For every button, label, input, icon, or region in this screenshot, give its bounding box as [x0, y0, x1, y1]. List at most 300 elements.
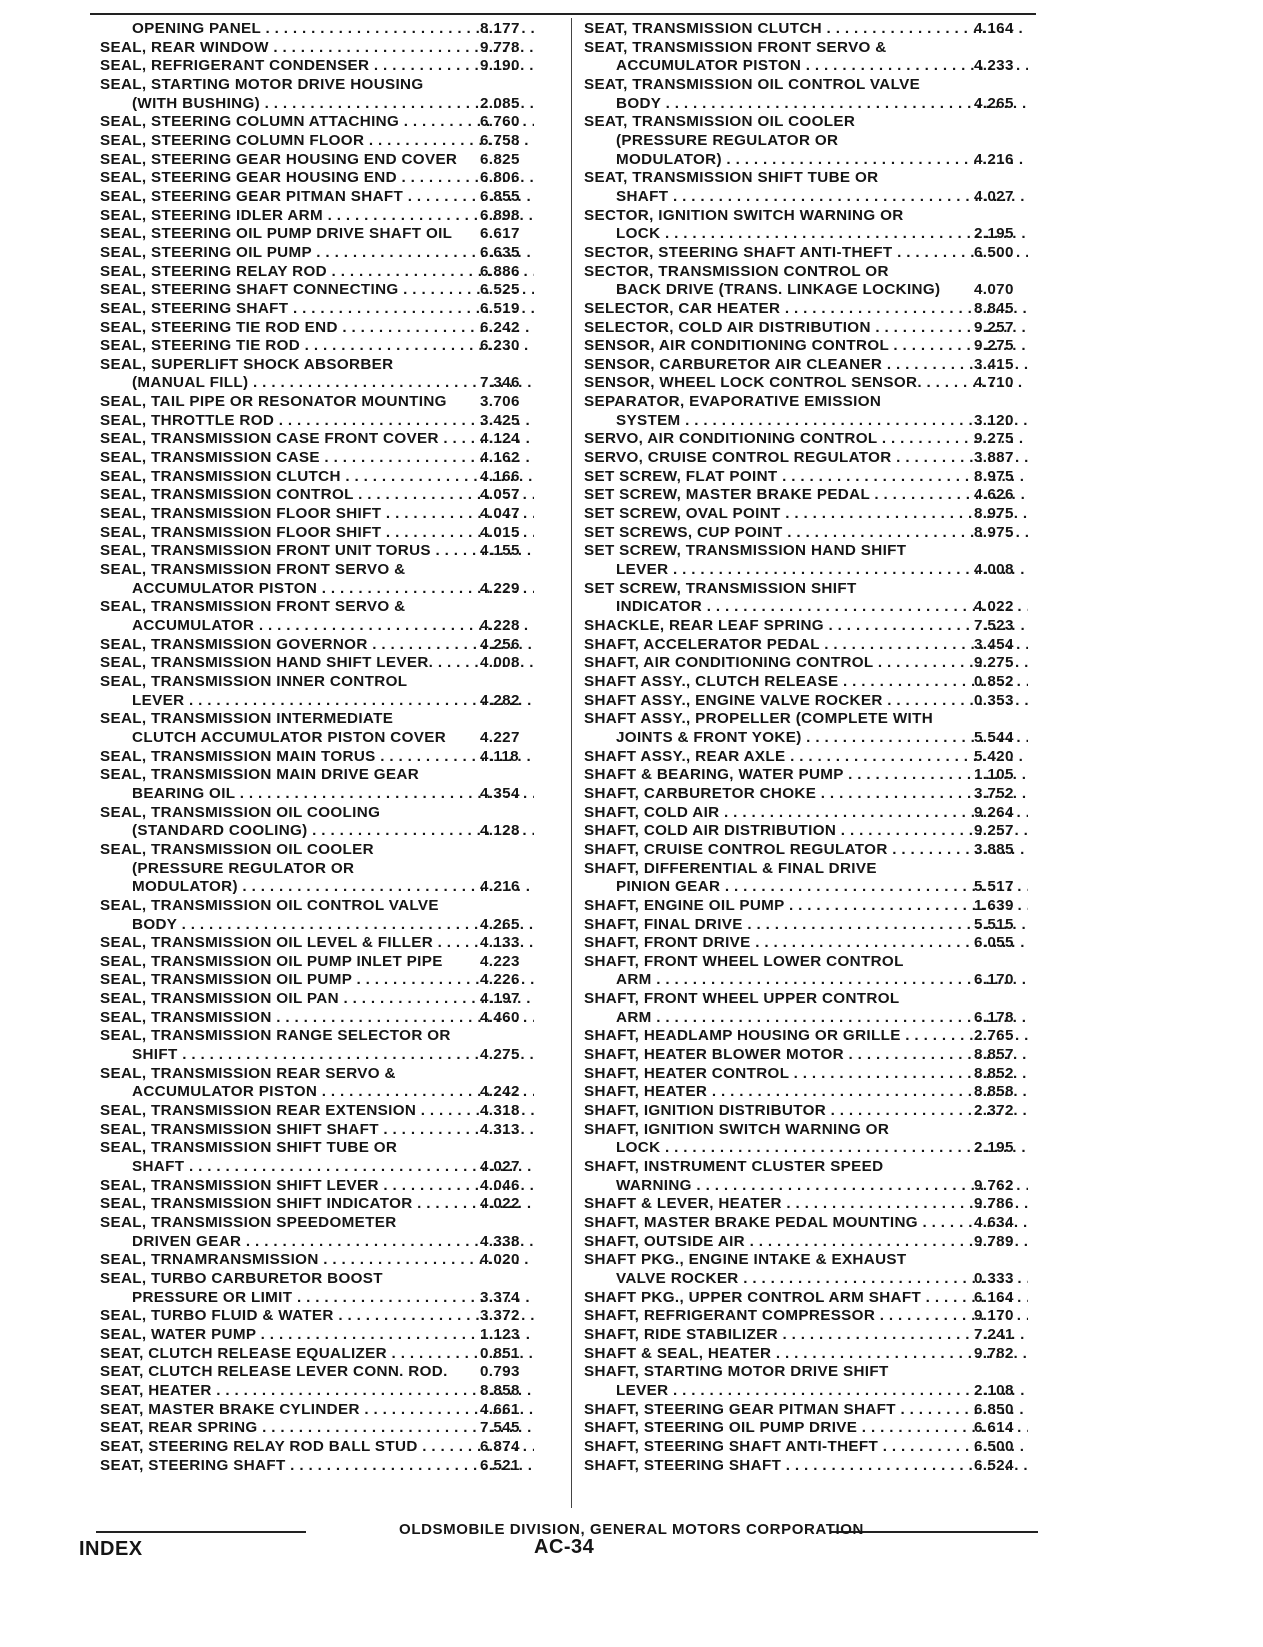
entry-text: SEAL, TRANSMISSION SHIFT SHAFT . . .	[100, 1121, 534, 1140]
index-entry	[584, 39, 1028, 76]
entry-text: SEAL, TRANSMISSION FRONT UNIT TORUS . . .	[100, 542, 534, 561]
index-entry	[584, 1102, 1028, 1121]
index-entry	[100, 561, 534, 598]
index-entry	[100, 1363, 534, 1382]
page-reference: 4.626	[974, 486, 1014, 504]
page-reference: 4.265	[480, 915, 520, 933]
page-reference: 4.661	[480, 1400, 520, 1418]
index-entry	[584, 20, 1028, 39]
index-entry	[100, 151, 534, 170]
index-entry	[584, 692, 1028, 711]
entry-text: SEAT, TRANSMISSION CLUTCH . . .	[584, 20, 1028, 39]
index-entry	[584, 1214, 1028, 1233]
page-reference: 4.020	[480, 1251, 520, 1269]
index-entry	[584, 300, 1028, 319]
index-entry	[584, 1065, 1028, 1084]
page-reference: 7.241	[974, 1325, 1014, 1343]
index-entry	[584, 1083, 1028, 1102]
entry-text: SELECTOR, COLD AIR DISTRIBUTION . . .	[584, 319, 1028, 338]
page-reference: 0.793	[480, 1363, 520, 1381]
entry-text: MODULATOR) . . .	[100, 878, 534, 897]
page-reference: 3.454	[974, 635, 1014, 653]
entry-text: SEAL, STEERING SHAFT CONNECTING . . .	[100, 281, 534, 300]
index-entry	[100, 841, 534, 897]
page-reference: 0.852	[974, 672, 1014, 690]
index-entry	[100, 1345, 534, 1364]
index-entry	[584, 1326, 1028, 1345]
index-entry	[100, 244, 534, 263]
index-entry	[100, 748, 534, 767]
entry-text: SEAL, TRANSMISSION OIL COOLER	[100, 840, 374, 858]
entry-text: SHAFT ASSY., REAR AXLE . . .	[584, 748, 1028, 767]
page-reference: 6.230	[480, 337, 520, 355]
entry-text: SEAT, STEERING SHAFT . . .	[100, 1457, 534, 1476]
index-entry	[100, 1177, 534, 1196]
entry-text: SEAL, STEERING RELAY ROD . . .	[100, 263, 534, 282]
page-reference: 9.782	[974, 1344, 1014, 1362]
index-entry	[100, 319, 534, 338]
entry-text: LOCK . . .	[584, 225, 1028, 244]
entry-text: SEAL, STARTING MOTOR DRIVE HOUSING	[100, 75, 424, 93]
entry-text: SEAL, TURBO CARBURETOR BOOST	[100, 1269, 383, 1287]
index-entry	[584, 76, 1028, 113]
entry-text: SHAFT . . .	[584, 188, 1028, 207]
page-reference: 9.778	[480, 38, 520, 56]
entry-text: VALVE ROCKER . . .	[584, 1270, 1028, 1289]
entry-text: LEVER . . .	[584, 561, 1028, 580]
entry-text: SHAFT & LEVER, HEATER . . .	[584, 1195, 1028, 1214]
entry-text: SHAFT, HEATER . . .	[584, 1083, 1028, 1102]
page-reference: 5.517	[974, 878, 1014, 896]
page-reference: 3.425	[480, 411, 520, 429]
page-reference: 2.085	[480, 94, 520, 112]
index-entry	[100, 1121, 534, 1140]
index-entry	[100, 1307, 534, 1326]
entry-text: SEAL, TRANSMISSION GOVERNOR . . .	[100, 636, 534, 655]
entry-text: SHAFT ASSY., ENGINE VALVE ROCKER . . .	[584, 692, 1028, 711]
page-reference: 6.170	[974, 971, 1014, 989]
page-reference: 0.851	[480, 1344, 520, 1362]
entry-text: JOINTS & FRONT YOKE) . . .	[584, 729, 1028, 748]
entry-text: SEAL, TRANSMISSION INTERMEDIATE	[100, 710, 394, 728]
entry-text: SEAL, TRNAMRANSMISSION . . .	[100, 1251, 534, 1270]
index-column-left	[100, 20, 534, 1475]
entry-text: SEAT, HEATER . . .	[100, 1382, 534, 1401]
entry-text: SEAL, SUPERLIFT SHOCK ABSORBER	[100, 355, 394, 373]
page-reference: 0.353	[974, 691, 1014, 709]
entry-text: SHAFT, ACCELERATOR PEDAL . . .	[584, 636, 1028, 655]
index-entry	[100, 934, 534, 953]
index-entry	[584, 860, 1028, 897]
entry-text: SHAFT PKG., ENGINE INTAKE & EXHAUST	[584, 1251, 907, 1269]
page-reference: 4.460	[480, 1008, 520, 1026]
page-reference: 4.057	[480, 486, 520, 504]
page-reference: 9.789	[974, 1232, 1014, 1250]
index-entry	[584, 766, 1028, 785]
index-entry	[584, 1046, 1028, 1065]
page-reference: 8.857	[974, 1046, 1014, 1064]
page-reference: 6.635	[480, 243, 520, 261]
page-reference: 9.257	[974, 822, 1014, 840]
entry-text: SEAT, CLUTCH RELEASE EQUALIZER . . .	[100, 1345, 534, 1364]
index-entry	[584, 1345, 1028, 1364]
entry-text: BACK DRIVE (TRANS. LINKAGE LOCKING)	[616, 281, 941, 299]
entry-text: SEAL, STEERING OIL PUMP DRIVE SHAFT OIL	[100, 225, 453, 243]
page-reference: 5.515	[974, 915, 1014, 933]
page-reference: 4.318	[480, 1102, 520, 1120]
publisher-footer: OLDSMOBILE DIVISION, GENERAL MOTORS CORPORATION	[399, 1521, 864, 1538]
entry-text: SEAL, TRANSMISSION SPEEDOMETER	[100, 1214, 397, 1231]
page-reference: 4.155	[480, 542, 520, 560]
page-reference: 1.105	[974, 766, 1014, 784]
index-entry	[584, 673, 1028, 692]
entry-text: MODULATOR) . . .	[584, 151, 1028, 170]
index-entry	[100, 393, 534, 412]
entry-text: SHAFT, RIDE STABILIZER . . .	[584, 1326, 1028, 1345]
entry-text: SEAL, TRANSMISSION OIL PUMP INLET PIPE	[100, 952, 443, 970]
entry-text: ARM . . .	[584, 1009, 1028, 1028]
index-entry	[100, 990, 534, 1009]
index-entry	[584, 1195, 1028, 1214]
entry-text: SHAFT, COLD AIR DISTRIBUTION . . .	[584, 822, 1028, 841]
index-entry	[100, 1195, 534, 1214]
entry-text: SENSOR, WHEEL LOCK CONTROL SENSOR. . . .	[584, 374, 1028, 393]
index-entry	[584, 263, 1028, 300]
entry-text: SHAFT & BEARING, WATER PUMP . . .	[584, 766, 1028, 785]
page-reference: 4.046	[480, 1176, 520, 1194]
page-reference: 9.275	[974, 337, 1014, 355]
page-reference: 3.415	[974, 355, 1014, 373]
entry-text: SEAL, TRANSMISSION OIL COOLING	[100, 803, 381, 821]
index-entry	[584, 710, 1028, 747]
entry-text: SENSOR, CARBURETOR AIR CLEANER . . .	[584, 356, 1028, 375]
entry-text: WARNING . . .	[584, 1177, 1028, 1196]
entry-text: SEAT, TRANSMISSION FRONT SERVO &	[584, 38, 887, 56]
entry-text: SHAFT, FINAL DRIVE . . .	[584, 916, 1028, 935]
index-entry	[100, 804, 534, 841]
entry-text: BEARING OIL . . .	[100, 785, 534, 804]
index-entry	[100, 1139, 534, 1176]
index-entry	[100, 673, 534, 710]
index-entry	[584, 524, 1028, 543]
entry-text: OPENING PANEL . . .	[100, 20, 534, 39]
index-entry	[584, 617, 1028, 636]
index-entry	[100, 300, 534, 319]
page-reference: 4.229	[480, 579, 520, 597]
entry-text: SHAFT . . .	[100, 1158, 534, 1177]
index-entry	[100, 766, 534, 803]
entry-text: SEAL, TRANSMISSION . . .	[100, 1009, 534, 1028]
entry-text: SHAFT, ENGINE OIL PUMP . . .	[584, 897, 1028, 916]
page-reference: 8.845	[974, 299, 1014, 317]
entry-text: (PRESSURE REGULATOR OR	[616, 131, 839, 149]
entry-text: (WITH BUSHING) . . .	[100, 95, 534, 114]
entry-text: SEAT, TRANSMISSION OIL CONTROL VALVE	[584, 75, 921, 93]
entry-text: SECTOR, TRANSMISSION CONTROL OR	[584, 262, 889, 280]
entry-text: SEAL, STEERING OIL PUMP . . .	[100, 244, 534, 263]
entry-text: ACCUMULATOR PISTON . . .	[100, 1083, 534, 1102]
entry-text: SEAL, STEERING GEAR PITMAN SHAFT . . .	[100, 188, 534, 207]
page-reference: 6.758	[480, 131, 520, 149]
entry-text: SHAFT, MASTER BRAKE PEDAL MOUNTING . . .	[584, 1214, 1028, 1233]
index-entry	[584, 580, 1028, 617]
page-reference: 6.524	[974, 1456, 1014, 1474]
entry-text: SET SCREW, OVAL POINT . . .	[584, 505, 1028, 524]
page-reference: 9.275	[974, 654, 1014, 672]
page-reference: 0.333	[974, 1269, 1014, 1287]
page-reference: 8.858	[480, 1381, 520, 1399]
page-reference: 4.164	[974, 20, 1014, 37]
index-entry	[100, 971, 534, 990]
page-reference: 6.825	[480, 150, 520, 168]
index-entry	[584, 449, 1028, 468]
entry-text: LEVER . . .	[100, 692, 534, 711]
entry-text: SELECTOR, CAR HEATER . . .	[584, 300, 1028, 319]
entry-text: LEVER . . .	[584, 1382, 1028, 1401]
entry-text: SET SCREW, TRANSMISSION HAND SHIFT	[584, 542, 907, 560]
entry-text: SEAL, TRANSMISSION CLUTCH . . .	[100, 468, 534, 487]
entry-text: SET SCREW, TRANSMISSION SHIFT	[584, 579, 857, 597]
index-entry	[100, 710, 534, 747]
index-entry	[584, 486, 1028, 505]
page-reference: 3.706	[480, 393, 520, 411]
index-entry	[584, 1438, 1028, 1457]
entry-text: SEAL, TRANSMISSION MAIN DRIVE GEAR	[100, 766, 420, 784]
page-reference: 4.216	[974, 150, 1014, 168]
index-entry	[584, 1307, 1028, 1326]
page-reference: 4.242	[480, 1083, 520, 1101]
index-entry	[100, 654, 534, 673]
entry-text: SHAFT ASSY., PROPELLER (COMPLETE WITH	[584, 710, 934, 728]
page-reference: 6.242	[480, 318, 520, 336]
entry-text: SET SCREW, MASTER BRAKE PEDAL . . .	[584, 486, 1028, 505]
page-reference: 6.521	[480, 1456, 520, 1474]
index-entry	[584, 916, 1028, 935]
page-reference: 6.500	[974, 1437, 1014, 1455]
page-reference: 3.372	[480, 1307, 520, 1325]
index-entry	[100, 1438, 534, 1457]
index-entry	[100, 39, 534, 58]
index-entry	[100, 263, 534, 282]
index-entry	[100, 524, 534, 543]
index-entry	[584, 934, 1028, 953]
entry-text: SHAFT, HEATER CONTROL . . .	[584, 1065, 1028, 1084]
page-reference: 4.027	[974, 187, 1014, 205]
index-entry	[584, 468, 1028, 487]
page-reference: 4.275	[480, 1046, 520, 1064]
section-label: INDEX	[79, 1538, 143, 1560]
index-entry	[100, 486, 534, 505]
entry-text: SERVO, AIR CONDITIONING CONTROL . . .	[584, 430, 1028, 449]
index-entry	[584, 804, 1028, 823]
page-reference: 1.639	[974, 896, 1014, 914]
entry-text: ARM . . .	[584, 971, 1028, 990]
page-reference: 8.975	[974, 467, 1014, 485]
entry-text: SEAL, TRANSMISSION CASE FRONT COVER . . .	[100, 430, 534, 449]
page-reference: 4.070	[974, 281, 1014, 299]
page-reference: 8.858	[974, 1083, 1014, 1101]
page-reference: 4.124	[480, 430, 520, 448]
page-reference: 9.264	[974, 803, 1014, 821]
page-reference: 2.765	[974, 1027, 1014, 1045]
entry-text: SENSOR, AIR CONDITIONING CONTROL . . .	[584, 337, 1028, 356]
entry-text: SEAL, REFRIGERANT CONDENSER . . .	[100, 57, 534, 76]
entry-text: SEAL, TRANSMISSION FRONT SERVO &	[100, 561, 406, 579]
index-entry	[100, 113, 534, 132]
entry-text: SEAL, TRANSMISSION OIL PAN . . .	[100, 990, 534, 1009]
entry-text: SET SCREW, FLAT POINT . . .	[584, 468, 1028, 487]
index-entry	[584, 822, 1028, 841]
entry-text: CLUTCH ACCUMULATOR PISTON COVER	[132, 728, 447, 746]
page-reference: 8.975	[974, 505, 1014, 523]
entry-text: SEAL, STEERING COLUMN ATTACHING . . .	[100, 113, 534, 132]
entry-text: SEAT, REAR SPRING . . .	[100, 1419, 534, 1438]
page-reference: 4.216	[480, 878, 520, 896]
entry-text: SEAL, TRANSMISSION FLOOR SHIFT . . .	[100, 524, 534, 543]
page-reference: 4.008	[974, 561, 1014, 579]
entry-text: SEAL, TRANSMISSION RANGE SELECTOR OR	[100, 1027, 451, 1045]
index-entry	[584, 207, 1028, 244]
page-reference: 6.519	[480, 299, 520, 317]
page-reference: 5.544	[974, 728, 1014, 746]
index-entry	[100, 1065, 534, 1102]
index-entry	[100, 449, 534, 468]
entry-text: SET SCREWS, CUP POINT . . .	[584, 524, 1028, 543]
page-reference: 4.197	[480, 990, 520, 1008]
entry-text: SHAFT, HEATER BLOWER MOTOR . . .	[584, 1046, 1028, 1065]
page-reference: 6.855	[480, 187, 520, 205]
entry-text: SHAFT, OUTSIDE AIR . . .	[584, 1233, 1028, 1252]
entry-text: SEAT, MASTER BRAKE CYLINDER . . .	[100, 1401, 534, 1420]
entry-text: SEAT, TRANSMISSION SHIFT TUBE OR	[584, 169, 879, 187]
entry-text: SEAL, TAIL PIPE OR RESONATOR MOUNTING	[100, 393, 447, 411]
index-entry	[584, 337, 1028, 356]
page-reference: 4.047	[480, 505, 520, 523]
index-entry	[584, 169, 1028, 206]
entry-text: INDICATOR . . .	[584, 598, 1028, 617]
entry-text: (STANDARD COOLING) . . .	[100, 822, 534, 841]
entry-text: SEAL, STEERING SHAFT . . .	[100, 300, 534, 319]
index-entry	[584, 244, 1028, 263]
entry-text: SEAL, WATER PUMP . . .	[100, 1326, 534, 1345]
entry-text: SHAFT, STEERING OIL PUMP DRIVE . . .	[584, 1419, 1028, 1438]
index-entry	[100, 430, 534, 449]
page-reference: 4.015	[480, 523, 520, 541]
page-number: AC-34	[534, 1536, 595, 1558]
page-reference: 4.282	[480, 691, 520, 709]
page-reference: 5.420	[974, 747, 1014, 765]
page-reference: 9.786	[974, 1195, 1014, 1213]
page-reference: 4.118	[480, 747, 519, 765]
page-reference: 8.975	[974, 523, 1014, 541]
index-entry	[100, 897, 534, 934]
index-entry	[100, 57, 534, 76]
page-reference: 8.852	[974, 1064, 1014, 1082]
index-entry	[100, 76, 534, 113]
index-entry	[584, 636, 1028, 655]
page-reference: 6.886	[480, 262, 520, 280]
entry-text: SHAFT, FRONT WHEEL UPPER CONTROL	[584, 990, 900, 1008]
index-entry	[100, 1270, 534, 1307]
page-reference: 9.170	[974, 1307, 1014, 1325]
entry-text: SEAL, TRANSMISSION INNER CONTROL	[100, 672, 408, 690]
index-entry	[584, 1401, 1028, 1420]
page-reference: 8.177	[480, 20, 520, 37]
index-entry	[100, 281, 534, 300]
index-entry	[100, 169, 534, 188]
entry-text: SHAFT, FRONT DRIVE . . .	[584, 934, 1028, 953]
entry-text: BODY . . .	[100, 916, 534, 935]
index-entry	[584, 748, 1028, 767]
index-entry	[100, 1009, 534, 1028]
index-entry	[584, 1158, 1028, 1195]
index-entry	[100, 468, 534, 487]
entry-text: SEAL, TRANSMISSION FRONT SERVO &	[100, 598, 406, 616]
page-reference: 2.195	[974, 1139, 1014, 1157]
index-entry	[100, 953, 534, 972]
index-entry	[100, 207, 534, 226]
index-entry	[584, 1121, 1028, 1158]
index-entry	[584, 1233, 1028, 1252]
index-entry	[584, 841, 1028, 860]
index-entry	[100, 1419, 534, 1438]
entry-text: SEAL, TRANSMISSION FLOOR SHIFT . . .	[100, 505, 534, 524]
page-reference: 9.190	[480, 57, 520, 75]
entry-text: SHAFT, INSTRUMENT CLUSTER SPEED	[584, 1158, 884, 1176]
entry-text: DRIVEN GEAR . . .	[100, 1233, 534, 1252]
entry-text: SEAL, STEERING GEAR HOUSING END . . .	[100, 169, 534, 188]
index-entry	[584, 953, 1028, 990]
page-reference: 6.898	[480, 206, 520, 224]
page-reference: 4.256	[480, 635, 520, 653]
entry-text: SERVO, CRUISE CONTROL REGULATOR . . .	[584, 449, 1028, 468]
entry-text: SEAL, TRANSMISSION OIL LEVEL & FILLER . . .	[100, 934, 534, 953]
page-reference: 6.500	[974, 243, 1014, 261]
page-reference: 4.313	[480, 1120, 520, 1138]
entry-text: SEAL, TRANSMISSION REAR EXTENSION . . .	[100, 1102, 534, 1121]
entry-text: SEAL, TRANSMISSION REAR SERVO &	[100, 1064, 396, 1082]
entry-text: SEAL, STEERING TIE ROD . . .	[100, 337, 534, 356]
entry-text: SEAL, TRANSMISSION SHIFT INDICATOR . . .	[100, 1195, 534, 1214]
index-entry	[584, 113, 1028, 169]
entry-text: SHAFT, STEERING GEAR PITMAN SHAFT . . .	[584, 1401, 1028, 1420]
index-entry	[100, 505, 534, 524]
page-reference: 4.228	[480, 617, 520, 634]
page-reference: 3.374	[480, 1288, 520, 1306]
page-reference: 4.710	[974, 374, 1014, 392]
entry-text: SHAFT, HEADLAMP HOUSING OR GRILLE . . .	[584, 1027, 1028, 1046]
entry-text: SEAT, CLUTCH RELEASE LEVER CONN. ROD.	[100, 1363, 448, 1381]
index-entry	[100, 1326, 534, 1345]
page-reference: 7.346	[480, 374, 520, 392]
entry-text: SHIFT . . .	[100, 1046, 534, 1065]
index-entry	[584, 990, 1028, 1027]
index-entry	[584, 319, 1028, 338]
entry-text: SYSTEM . . .	[584, 412, 1028, 431]
page-reference: 6.178	[974, 1008, 1014, 1026]
index-entry	[100, 132, 534, 151]
entry-text: SHAFT, REFRIGERANT COMPRESSOR . . .	[584, 1307, 1028, 1326]
index-entry	[100, 1027, 534, 1064]
entry-text: ACCUMULATOR . . .	[100, 617, 534, 636]
entry-text: SHAFT, STEERING SHAFT ANTI-THEFT . . .	[584, 1438, 1028, 1457]
entry-text: (MANUAL FILL) . . .	[100, 374, 534, 393]
index-entry	[584, 393, 1028, 430]
index-entry	[100, 542, 534, 561]
page-reference: 4.338	[480, 1232, 520, 1250]
page-reference: 6.850	[974, 1400, 1014, 1418]
index-entry	[100, 225, 534, 244]
